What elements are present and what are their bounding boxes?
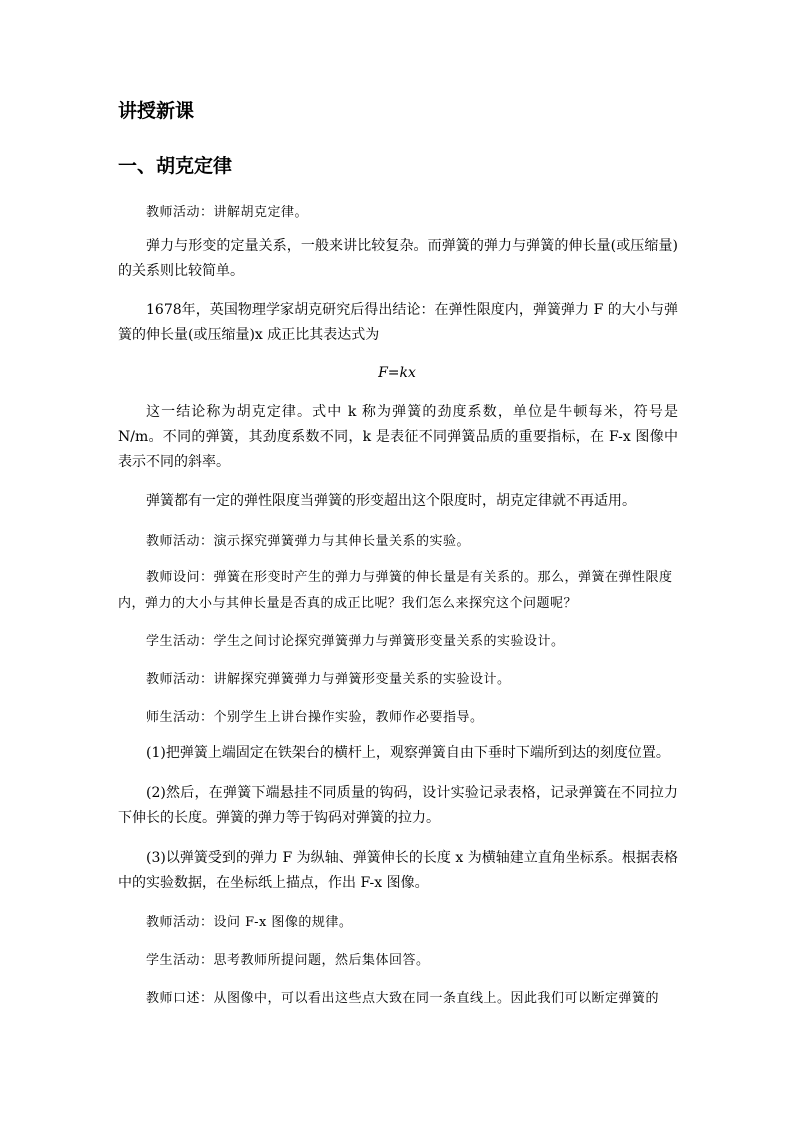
- teacher-question: 教师设问：弹簧在形变时产生的弹力与弹簧的伸长量是有关系的。那么，弹簧在弹性限度内，弹力的大小与其伸长量是否真的成正比呢？我们怎么来探究这个问题呢？: [118, 570, 673, 611]
- teacher-activity-2: 教师活动：演示探究弹簧弹力与其伸长量关系的实验。: [146, 534, 471, 549]
- teacher-student-activity: 师生活动：个别学生上讲台操作实验，教师作必要指导。: [146, 710, 484, 725]
- page-title: 讲授新课: [118, 100, 195, 122]
- student-activity-2: 学生活动：思考教师所提问题，然后集体回答。: [146, 953, 430, 968]
- step-2: (2)然后，在弹簧下端悬挂不同质量的钩码，设计实验记录表格，记录弹簧在不同拉力下伸长的长度。弹簧的弹力等于钩码对弹簧的拉力。: [118, 785, 678, 826]
- teacher-narration: 教师口述：从图像中，可以看出这些点大致在同一条直线上。因此我们可以断定弹簧的: [146, 991, 660, 1006]
- paragraph-1: 弹力与形变的定量关系，一般来讲比较复杂。而弹簧的弹力与弹簧的伸长量(或压缩量)的关系则比较简单。: [118, 238, 678, 279]
- paragraph-3: 这一结论称为胡克定律。式中 k 称为弹簧的劲度系数，单位是牛顿每米，符号是 N/m。不同的弹簧，其劲度系数不同，k 是表征不同弹簧品质的重要指标，在 F-x 图像中表示不同的斜率。: [118, 404, 678, 470]
- step-3: (3)以弹簧受到的弹力 F 为纵轴、弹簧伸长的长度 x 为横轴建立直角坐标系。根据表格中的实验数据，在坐标纸上描点，作出 F-x 图像。: [118, 850, 678, 891]
- hooke-formula: F=kx: [378, 365, 416, 381]
- paragraph-4: 弹簧都有一定的弹性限度当弹簧的形变超出这个限度时，胡克定律就不再适用。: [146, 493, 636, 509]
- paragraph-2: 1678年，英国物理学家胡克研究后得出结论：在弹性限度内，弹簧弹力 F 的大小与弹簧的伸长量(或压缩量)x 成正比其表达式为: [118, 302, 678, 343]
- teacher-activity-1: 教师活动：讲解胡克定律。: [146, 205, 309, 220]
- student-activity-1: 学生活动：学生之间讨论探究弹簧弹力与弹簧形变量关系的实验设计。: [146, 634, 565, 649]
- section-heading: 一、胡克定律: [118, 155, 233, 177]
- teacher-activity-4: 教师活动：设问 F-x 图像的规律。: [146, 915, 353, 930]
- step-1: (1)把弹簧上端固定在铁架台的横杆上，观察弹簧自由下垂时下端所到达的刻度位置。: [146, 745, 670, 761]
- teacher-activity-3: 教师活动：讲解探究弹簧弹力与弹簧形变量关系的实验设计。: [146, 672, 511, 687]
